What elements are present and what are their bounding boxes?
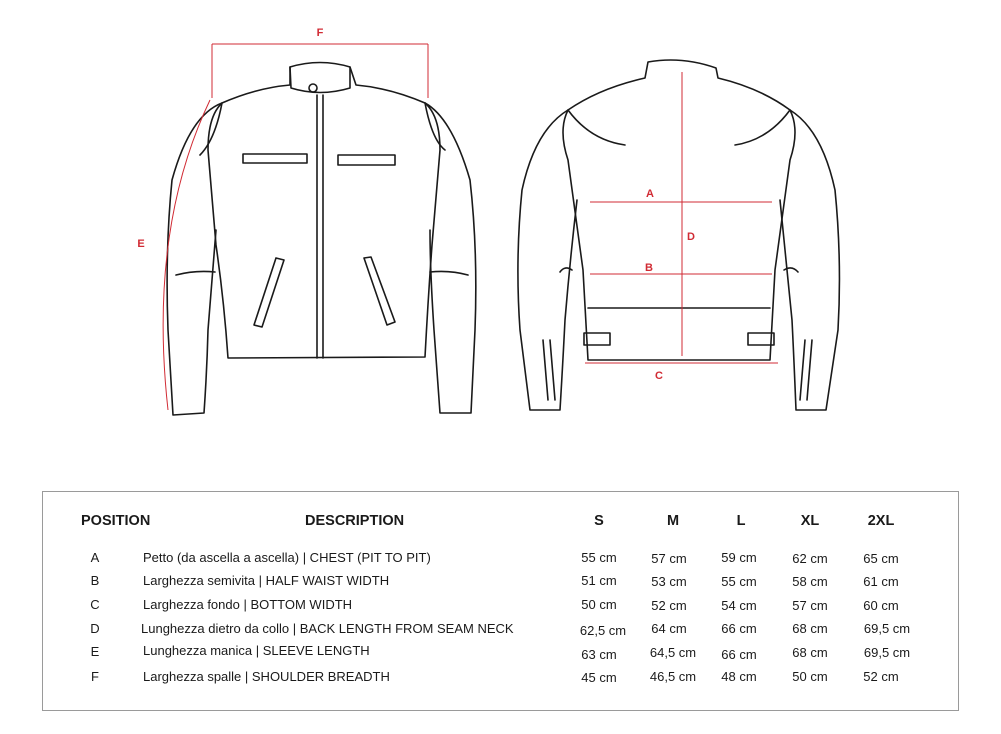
back-right-cuff-zip [800, 340, 812, 400]
row-c-value-s: 50 cm [581, 597, 617, 612]
row-e-description: Lunghezza manica | SLEEVE LENGTH [143, 643, 370, 658]
header-size-m: M [666, 513, 680, 529]
row-a-position: A [90, 550, 100, 565]
front-left-pocket [243, 154, 307, 163]
row-d-value-xl: 68 cm [792, 621, 828, 636]
front-right-sleeve [425, 103, 476, 413]
row-f-description: Larghezza spalle | SHOULDER BREADTH [143, 669, 390, 684]
row-c-position: C [90, 597, 100, 612]
header-size-s: S [594, 513, 604, 529]
row-a-value-s: 55 cm [581, 550, 617, 565]
row-f-value-xl: 50 cm [792, 669, 828, 684]
row-e-value-m: 64,5 cm [649, 645, 697, 660]
row-b-position: B [90, 573, 100, 588]
row-c-description: Larghezza fondo | BOTTOM WIDTH [143, 597, 353, 612]
row-a-value-m: 57 cm [651, 551, 687, 566]
measure-label-c: C [655, 370, 663, 382]
row-b-description: Larghezza semivita | HALF WAIST WIDTH [143, 573, 390, 588]
row-a-value-l: 59 cm [721, 550, 757, 565]
front-left-sleeve [167, 103, 222, 415]
back-left-buckle [584, 333, 610, 345]
front-right-pocket [338, 155, 395, 165]
header-size-2xl: 2XL [867, 513, 895, 529]
row-f-value-l: 48 cm [721, 669, 757, 684]
header-description: DESCRIPTION [305, 513, 405, 529]
back-left-sleeve [518, 110, 577, 410]
front-left-handwarmer [254, 258, 284, 327]
measure-label-e: E [137, 238, 145, 250]
row-c-value-l: 54 cm [721, 598, 757, 613]
measure-label-f: F [316, 27, 324, 39]
row-b-value-2xl: 61 cm [863, 574, 899, 589]
size-table [42, 491, 959, 711]
back-body-outline [563, 60, 795, 360]
row-b-value-s: 51 cm [581, 573, 617, 588]
row-b-value-m: 53 cm [651, 574, 687, 589]
row-f-value-m: 46,5 cm [649, 669, 697, 684]
row-f-value-2xl: 52 cm [863, 669, 899, 684]
row-d-value-l: 66 cm [721, 621, 757, 636]
back-yoke-right [735, 110, 790, 145]
row-c-value-xl: 57 cm [792, 598, 828, 613]
front-zipper [317, 95, 323, 358]
row-d-position: D [90, 621, 100, 636]
header-size-xl: XL [800, 513, 820, 529]
row-e-value-xl: 68 cm [792, 645, 828, 660]
row-d-value-m: 64 cm [651, 621, 687, 636]
row-e-value-2xl: 69,5 cm [863, 645, 911, 660]
header-size-l: L [736, 513, 746, 529]
row-b-value-l: 55 cm [721, 574, 757, 589]
row-c-value-m: 52 cm [651, 598, 687, 613]
row-a-value-xl: 62 cm [792, 551, 828, 566]
row-d-value-2xl: 69,5 cm [863, 621, 911, 636]
row-f-position: F [91, 669, 99, 684]
row-c-value-2xl: 60 cm [863, 598, 899, 613]
front-collar [290, 67, 350, 93]
front-body-outline [208, 63, 440, 359]
row-a-value-2xl: 65 cm [863, 551, 899, 566]
row-a-description: Petto (da ascella a ascella) | CHEST (PIT TO PIT) [143, 550, 431, 565]
row-f-value-s: 45 cm [581, 670, 617, 685]
front-right-handwarmer [364, 257, 395, 325]
row-e-value-l: 66 cm [721, 647, 757, 662]
collar-button [309, 84, 317, 92]
row-d-description: Lunghezza dietro da collo | BACK LENGTH FROM SEAM NECK [141, 621, 514, 636]
measure-label-d: D [687, 231, 695, 243]
jacket-front-view [167, 63, 476, 416]
back-side-details [560, 268, 798, 272]
jacket-back-view [518, 60, 840, 410]
back-right-buckle [748, 333, 774, 345]
measure-line-f [212, 44, 428, 98]
measure-label-b: B [645, 262, 653, 274]
back-left-cuff-zip [543, 340, 555, 400]
back-yoke-left [568, 110, 625, 145]
header-position: POSITION [81, 513, 151, 529]
row-d-value-s: 62,5 cm [579, 623, 627, 638]
row-e-position: E [90, 644, 100, 659]
row-e-value-s: 63 cm [581, 647, 617, 662]
row-b-value-xl: 58 cm [792, 574, 828, 589]
measure-label-a: A [646, 188, 654, 200]
